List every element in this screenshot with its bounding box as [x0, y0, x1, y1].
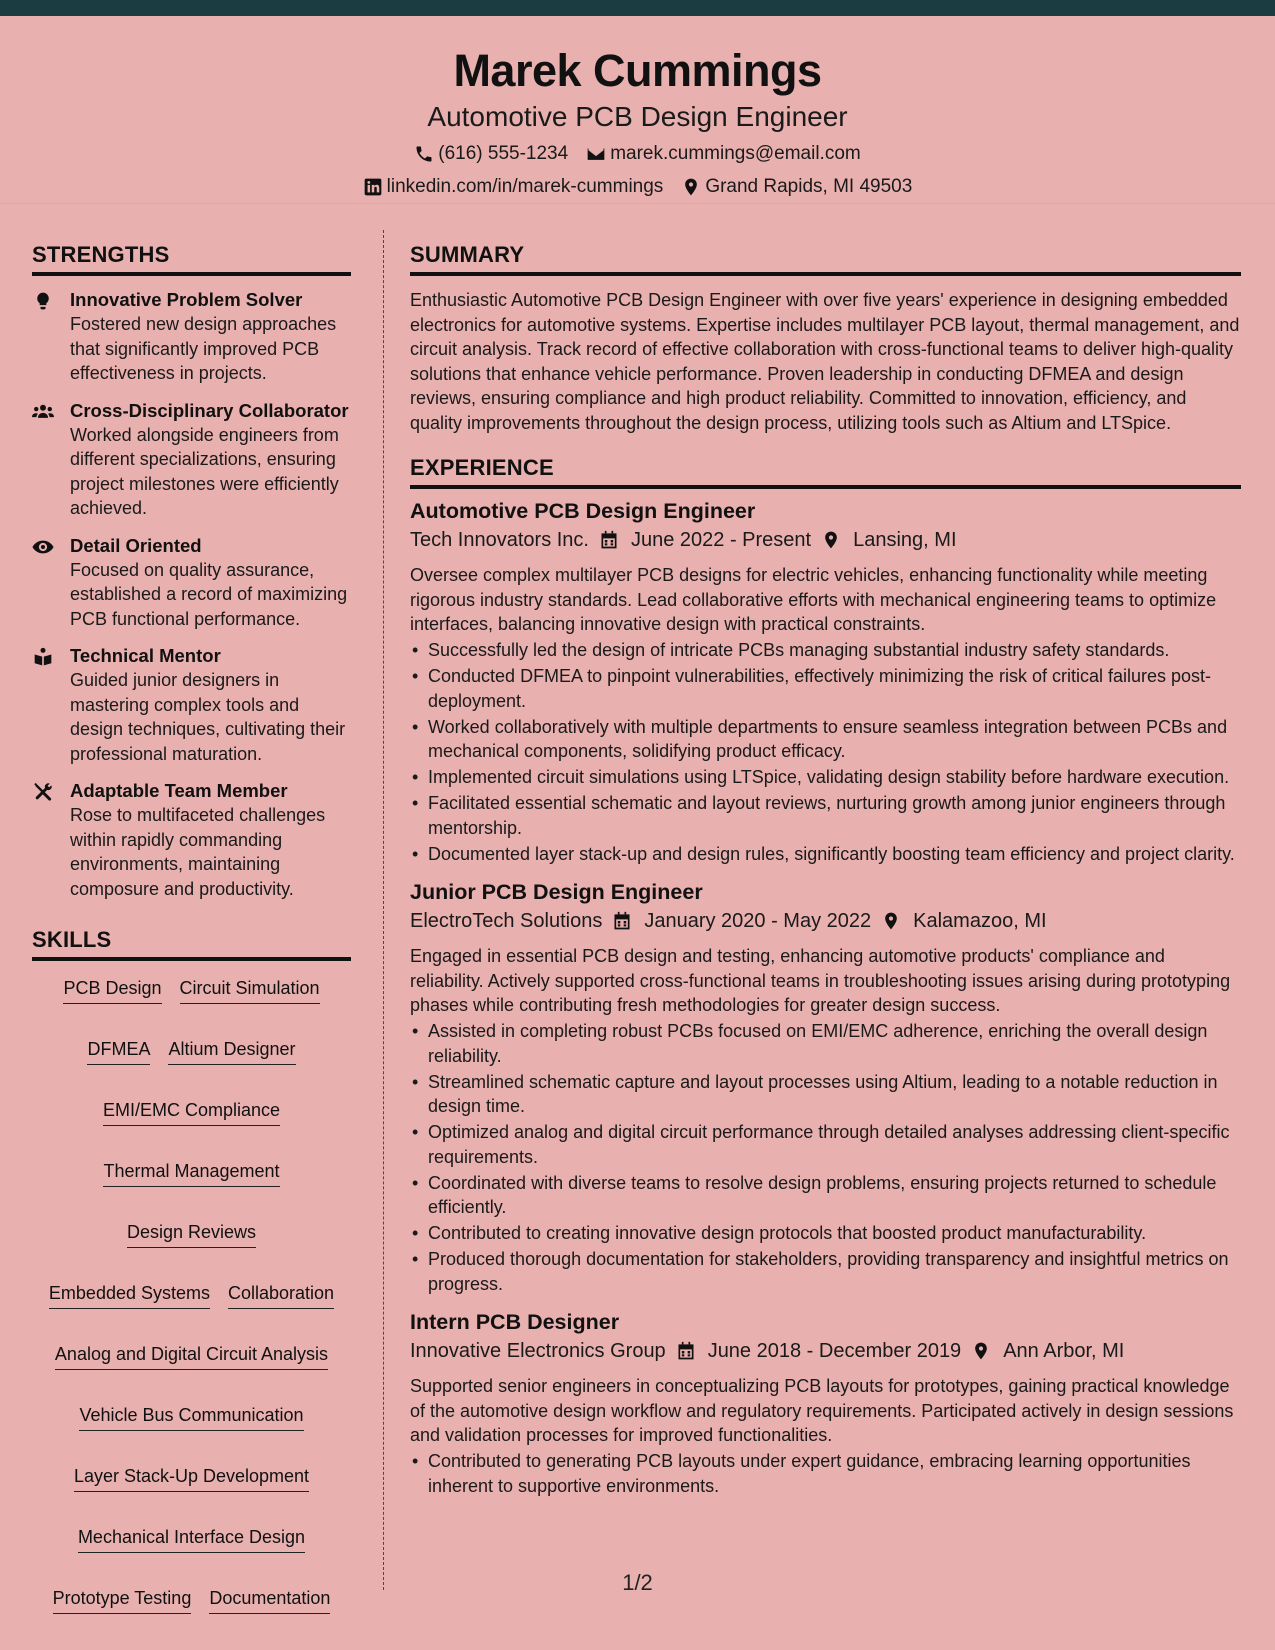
envelope-icon — [586, 144, 606, 164]
job-location: Lansing, MI — [853, 529, 957, 551]
skill-tag: Analog and Digital Circuit Analysis — [55, 1343, 328, 1370]
strength-item — [32, 288, 351, 386]
strength-title: Adaptable Team Member — [70, 780, 288, 801]
map-marker-icon — [681, 177, 701, 197]
phone-icon — [414, 144, 434, 164]
job-dates: June 2018 - December 2019 — [707, 1340, 962, 1362]
linkedin-icon — [363, 177, 383, 197]
strength-title: Cross-Disciplinary Collaborator — [70, 399, 349, 421]
list-item: • Contributed to generating PCB layouts under expert guidance, embracing learning opportunities inherent to supportive environments. — [410, 1449, 1241, 1498]
list-item: • Facilitated essential schematic and layout reviews, nurturing growth among junior engineers through mentorship. — [410, 791, 1241, 840]
job-title: Junior PCB Design Engineer — [410, 880, 703, 904]
company-name: Innovative Electronics Group — [410, 1340, 666, 1362]
right-column — [410, 242, 1241, 1510]
column-divider — [383, 230, 384, 1590]
list-item: • Optimized analog and digital circuit performance through detailed analyses addressing client-specific requirements. — [410, 1120, 1241, 1169]
location-contact — [681, 176, 912, 198]
skill-tag: Altium Designer — [168, 1038, 295, 1065]
strengths-heading: STRENGTHS — [32, 242, 351, 276]
list-item: • Coordinated with diverse teams to resolve design problems, ensuring projects returned to schedule efficiently. — [410, 1171, 1241, 1220]
tools-icon — [32, 782, 54, 802]
skill-tag: Embedded Systems — [49, 1282, 210, 1309]
email-text[interactable]: marek.cummings@email.com — [610, 143, 861, 164]
list-item: • Documented layer stack-up and design rules, significantly boosting team efficiency and project clarity. — [410, 842, 1241, 867]
calendar-icon — [599, 530, 619, 550]
job-entry — [410, 497, 1241, 866]
skill-tag: Collaboration — [228, 1282, 334, 1309]
job-entry — [410, 878, 1241, 1296]
candidate-title: Automotive PCB Design Engineer — [427, 101, 848, 132]
strength-description: Fostered new design approaches that significantly improved PCB effectiveness in projects. — [70, 314, 337, 383]
resume-header — [0, 16, 1275, 204]
job-dates: January 2020 - May 2022 — [644, 910, 872, 932]
list-item: • Streamlined schematic capture and layout processes using Altium, leading to a notable reduction in design time. — [410, 1070, 1241, 1119]
map-marker-icon — [971, 1341, 991, 1361]
strength-item — [32, 534, 351, 632]
skill-tag: Design Reviews — [127, 1221, 256, 1248]
job-dates: June 2022 - Present — [630, 529, 812, 551]
job-description: Engaged in essential PCB design and testing, enhancing automotive products' compliance and reliability. Actively supported cross-functional teams in troubleshooting issues arising during prototyping phases while contributing fresh methodologies for greater design success. — [410, 946, 1231, 1015]
list-item: • Assisted in completing robust PCBs focused on EMI/EMC adherence, enriching the overall design reliability. — [410, 1019, 1241, 1068]
map-marker-icon — [821, 530, 841, 550]
strength-item — [32, 644, 351, 766]
left-column — [32, 242, 351, 1614]
skill-tag: EMI/EMC Compliance — [103, 1099, 280, 1126]
job-description: Supported senior engineers in conceptualizing PCB layouts for prototypes, gaining practical knowledge of the automotive design workflow and regulatory requirements. Participated actively in design sessions and validation processes for improved functionalities. — [410, 1376, 1234, 1445]
calendar-icon — [612, 911, 632, 931]
skill-tag: Thermal Management — [103, 1160, 279, 1187]
map-marker-icon — [881, 911, 901, 931]
job-bullets — [410, 1019, 1241, 1296]
company-name: Tech Innovators Inc. — [410, 529, 589, 551]
phone-text: (616) 555-1234 — [438, 143, 569, 164]
skill-tag: Vehicle Bus Communication — [79, 1404, 303, 1431]
strengths-section — [32, 242, 351, 901]
summary-section — [410, 242, 1241, 435]
skill-tag: Layer Stack-Up Development — [74, 1465, 309, 1492]
job-meta — [410, 525, 1241, 555]
job-title: Automotive PCB Design Engineer — [410, 499, 756, 523]
linkedin-contact[interactable] — [363, 176, 664, 198]
list-item: • Contributed to creating innovative design protocols that boosted product manufacturability. — [410, 1221, 1241, 1246]
summary-heading: SUMMARY — [410, 242, 1241, 276]
list-item: • Successfully led the design of intricate PCBs managing substantial industry safety standards. — [410, 638, 1241, 663]
company-name: ElectroTech Solutions — [410, 910, 603, 932]
job-description: Oversee complex multilayer PCB designs for electric vehicles, enhancing functionality while meeting rigorous industry standards. Lead collaborative efforts with mechanical engineering teams to optimize interfaces, balancing innovative design with practical constraints. — [410, 565, 1217, 634]
summary-text: Enthusiastic Automotive PCB Design Engineer with over five years' experience in designing embedded electronics for automotive systems. Expertise includes multilayer PCB layout, thermal management, and circuit analysis. Track record of effective collaboration with cross-functional teams to deliver high-quality solutions that enhance vehicle performance. Proven leadership in conducting DFMEA and design reviews, ensuring compliance and high product reliability. Committed to innovation, efficiency, and quality improvements throughout the design process, utilizing tools such as Altium and LTSpice. — [410, 290, 1240, 433]
strength-item — [32, 779, 351, 901]
job-location: Kalamazoo, MI — [913, 910, 1047, 932]
strength-description: Rose to multifaceted challenges within rapidly commanding environments, maintaining composure and productivity. — [70, 805, 326, 899]
experience-section — [410, 455, 1241, 1498]
skills-list — [32, 973, 351, 1614]
location-text: Grand Rapids, MI 49503 — [705, 176, 913, 197]
email-contact[interactable] — [586, 143, 861, 165]
job-title: Intern PCB Designer — [410, 1310, 620, 1334]
eye-icon — [32, 537, 54, 557]
list-item: • Worked collaboratively with multiple departments to ensure seamless integration between PCBs and mechanical components, solidifying product efficacy. — [410, 715, 1241, 764]
page-number: 1/2 — [622, 1570, 653, 1595]
top-bar — [0, 0, 1275, 16]
users-icon — [32, 402, 54, 422]
skill-tag: Documentation — [209, 1587, 330, 1614]
strength-title: Technical Mentor — [70, 645, 221, 666]
strength-item — [32, 399, 351, 521]
experience-heading: EXPERIENCE — [410, 455, 1241, 489]
skill-tag: Prototype Testing — [53, 1587, 192, 1614]
job-entry — [410, 1308, 1241, 1498]
job-bullets — [410, 1449, 1241, 1498]
skill-tag: Circuit Simulation — [180, 977, 320, 1004]
list-item: • Implemented circuit simulations using LTSpice, validating design stability before hardware execution. — [410, 765, 1241, 790]
skill-tag: Mechanical Interface Design — [78, 1526, 305, 1553]
strength-description: Worked alongside engineers from different specializations, ensuring project milestones were efficiently achieved. — [70, 424, 339, 518]
job-bullets — [410, 638, 1241, 866]
strength-title: Innovative Problem Solver — [70, 289, 303, 310]
skill-tag: PCB Design — [63, 977, 161, 1004]
skills-section — [32, 927, 351, 1614]
strength-title: Detail Oriented — [70, 534, 202, 556]
job-location: Ann Arbor, MI — [1003, 1340, 1125, 1362]
calendar-icon — [676, 1341, 696, 1361]
phone-contact — [414, 143, 568, 165]
list-item: • Conducted DFMEA to pinpoint vulnerabilities, effectively minimizing the risk of critical failures post-deployment. — [410, 664, 1241, 713]
lightbulb-icon — [32, 291, 54, 311]
strength-description: Guided junior designers in mastering complex tools and design techniques, cultivating their professional maturation. — [70, 670, 346, 764]
candidate-name: Marek Cummings — [453, 45, 822, 96]
job-meta — [410, 906, 1241, 936]
strength-description: Focused on quality assurance, established a record of maximizing PCB functional performance. — [70, 559, 348, 629]
book-reader-icon — [32, 647, 54, 667]
skill-tag: DFMEA — [87, 1038, 150, 1065]
job-meta — [410, 1336, 1241, 1366]
list-item: • Produced thorough documentation for stakeholders, providing transparency and insightful metrics on progress. — [410, 1247, 1241, 1296]
linkedin-text[interactable]: linkedin.com/in/marek-cummings — [386, 176, 664, 197]
skills-heading: SKILLS — [32, 927, 351, 961]
